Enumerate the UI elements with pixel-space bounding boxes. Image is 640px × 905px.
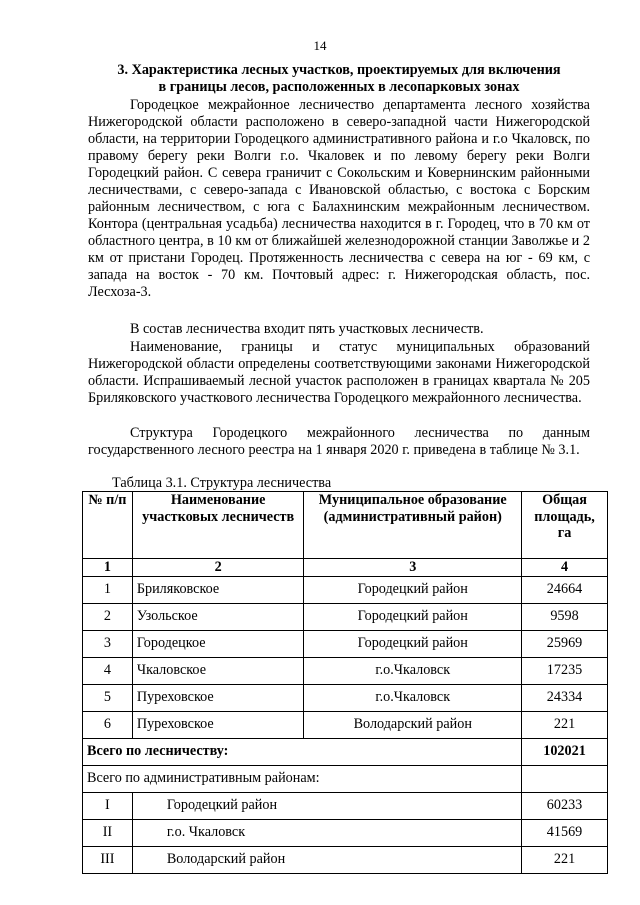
heading-line-1: 3. Характеристика лесных участков, проектируемых для включения [117, 62, 561, 78]
total-row [83, 738, 608, 765]
district-row [83, 792, 608, 819]
district-name: г.о. Чкаловск [132, 819, 521, 846]
district-row [83, 819, 608, 846]
table-caption: Таблица 3.1. Структура лесничества [112, 475, 332, 491]
col-number: 3 [304, 559, 522, 577]
header-number: № п/п [83, 492, 133, 559]
row-number: 4 [83, 657, 133, 684]
table-row [83, 684, 608, 711]
table-row [83, 657, 608, 684]
header-area: Общая площадь, га [522, 492, 608, 559]
row-name: Пуреховское [132, 684, 304, 711]
forestry-structure-table [82, 491, 608, 874]
paragraph-structure: Структура Городецкого межрайонного лесничества по данным государственного лесного реестра на 1 января 2020 г. приведена в таблице № 3.1. [88, 425, 590, 458]
row-number: 5 [83, 684, 133, 711]
table-header-row [83, 492, 608, 559]
district-area: 60233 [522, 792, 608, 819]
row-area: 221 [522, 711, 608, 738]
paragraph-composition: В состав лесничества входит пять участковых лесничеств. [130, 321, 484, 337]
row-name: Пуреховское [132, 711, 304, 738]
row-name: Бриляковское [132, 576, 304, 603]
district-subtotal-header-row [83, 765, 608, 792]
row-area: 25969 [522, 630, 608, 657]
row-number: 2 [83, 603, 133, 630]
total-value: 102021 [522, 738, 608, 765]
row-area: 24334 [522, 684, 608, 711]
page-number: 14 [313, 38, 327, 53]
row-district: Городецкий район [304, 576, 522, 603]
district-number: II [83, 819, 133, 846]
table-row [83, 630, 608, 657]
col-number: 1 [83, 559, 133, 577]
district-number: III [83, 846, 133, 873]
district-area: 41569 [522, 819, 608, 846]
district-subtotal-label: Всего по административным районам: [83, 765, 522, 792]
col-number: 2 [132, 559, 304, 577]
row-district: г.о.Чкаловск [304, 684, 522, 711]
district-name: Володарский район [132, 846, 521, 873]
row-number: 1 [83, 576, 133, 603]
district-name: Городецкий район [132, 792, 521, 819]
district-number: I [83, 792, 133, 819]
heading-line-2: в границы лесов, расположенных в лесопарковых зонах [158, 79, 520, 95]
section-heading [88, 62, 590, 96]
column-number-row [83, 559, 608, 577]
table-row [83, 603, 608, 630]
district-row [83, 846, 608, 873]
row-name: Городецкое [132, 630, 304, 657]
district-area: 221 [522, 846, 608, 873]
row-name: Узольское [132, 603, 304, 630]
col-number: 4 [522, 559, 608, 577]
row-area: 9598 [522, 603, 608, 630]
empty-cell [522, 765, 608, 792]
header-district: Муниципальное образование (административный район) [304, 492, 522, 559]
row-district: г.о.Чкаловск [304, 657, 522, 684]
table-row [83, 711, 608, 738]
paragraph-boundaries: Наименование, границы и статус муниципальных образований Нижегородской области определены соответствующими законами Нижегородской области. Испрашиваемый лесной участок расположен в границах квартала № 205 Бриляковского участкового лесничества Городецкого межрайонного лесничества. [88, 339, 590, 406]
total-label: Всего по лесничеству: [83, 738, 522, 765]
table-row [83, 576, 608, 603]
row-name: Чкаловское [132, 657, 304, 684]
header-name: Наименование участковых лесничеств [132, 492, 304, 559]
row-area: 17235 [522, 657, 608, 684]
row-district: Городецкий район [304, 630, 522, 657]
row-number: 3 [83, 630, 133, 657]
row-number: 6 [83, 711, 133, 738]
row-area: 24664 [522, 576, 608, 603]
paragraph-location: Городецкое межрайонное лесничество департамента лесного хозяйства Нижегородской области расположено в северо-западной части Нижегородской области, на территории Городецкого административного района и г.о Чкаловск, по правому берегу реки Волги г.о. Чкаловек и по левому берегу реки Волги Городецкий район. С севера граничит с Сокольским и Ковернинским районными лесничествами, с северо-запада с Ивановской областью, с востока с Борским районным лесничеством, с юга с Балахнинским межрайонным лесничеством. Контора (центральная усадьба) лесничества находится в г. Городец, что в 70 км от областного центра, в 10 км от ближайшей железнодорожной станции Заволжье и 2 км от пристани Городец. Протяженность лесничества с севера на юг - 69 км, с запада на восток - 70 км. Почтовый адрес: г. Нижегородская область, пос. Лесхоза-3. [88, 97, 590, 300]
row-district: Городецкий район [304, 603, 522, 630]
row-district: Володарский район [304, 711, 522, 738]
